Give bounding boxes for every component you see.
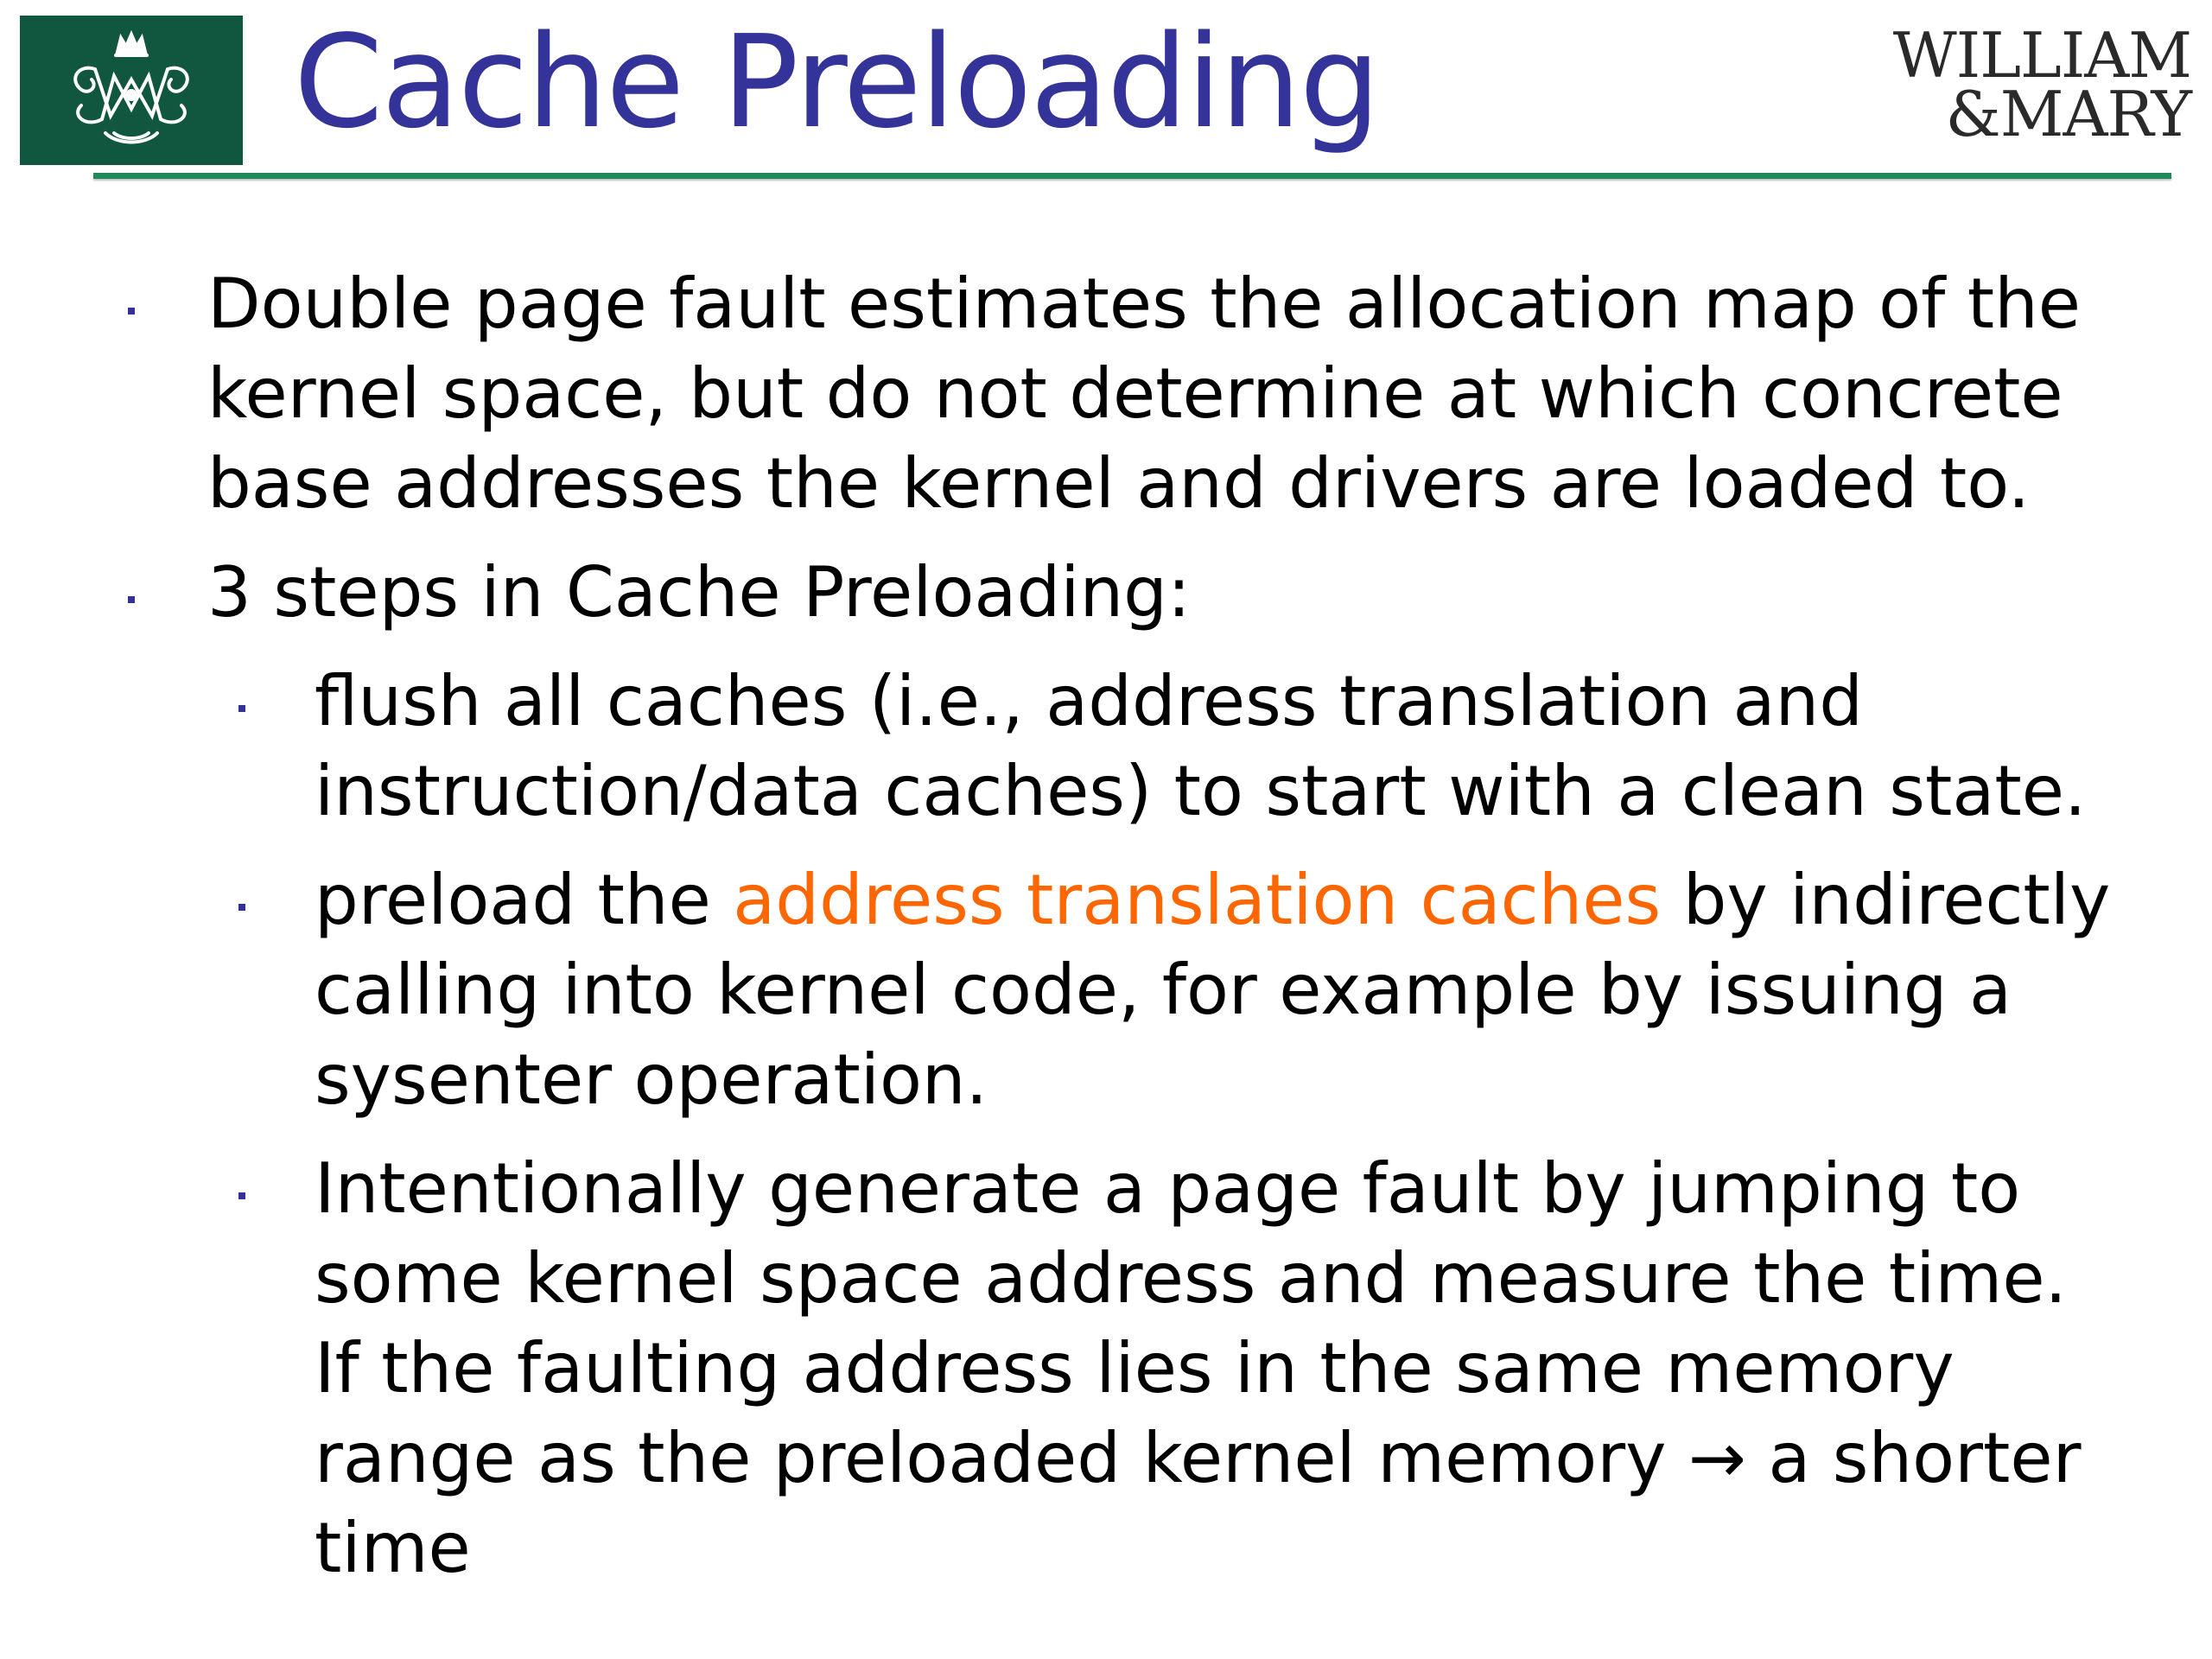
highlighted-term: address translation caches <box>733 860 1662 940</box>
bullet-marker-icon <box>238 705 245 712</box>
bullet-marker-icon <box>128 596 135 603</box>
sub-bullet-item <box>315 855 2112 1125</box>
sub-bullet-item <box>315 657 2112 836</box>
university-wordmark <box>1880 19 2191 150</box>
bullet-marker-icon <box>128 308 135 315</box>
sub-bullet-item <box>315 1144 2112 1593</box>
bullet-text: Double page fault estimates the allocation map of the kernel space, but do not determine at which concrete base addresses the kernel and drivers are loaded to. <box>207 264 2082 524</box>
sub-bullet-text: Intentionally generate a page fault by jumping to some kernel space address and measure the time. If the faulting address lies in the same memory range as the preloaded kernel memory → a shorter time <box>315 1148 2082 1588</box>
bullet-marker-icon <box>238 904 245 911</box>
sub-bullet-text: flush all caches (i.e., address translation and instruction/data caches) to start with a clean state. <box>315 661 2087 831</box>
wordmark-line-1: WILLIAM <box>1892 19 2191 92</box>
sub-bullet-text-before: preload the <box>315 860 734 940</box>
wordmark-line-2: &MARY <box>1945 78 2191 150</box>
slide-content <box>0 259 2212 1593</box>
sub-bullet-text-after: by indirectly calling into kernel code, for example by issuing a sysenter operation. <box>315 860 2111 1120</box>
bullet-marker-icon <box>238 1192 245 1199</box>
title-divider <box>93 173 2171 179</box>
university-logo <box>20 16 243 165</box>
bullet-item <box>207 548 2108 638</box>
cypher-crest-icon <box>45 26 218 156</box>
bullet-text: 3 steps in Cache Preloading: <box>207 552 1191 632</box>
page-title: Cache Preloading <box>294 8 1379 156</box>
bullet-item <box>207 259 2108 529</box>
